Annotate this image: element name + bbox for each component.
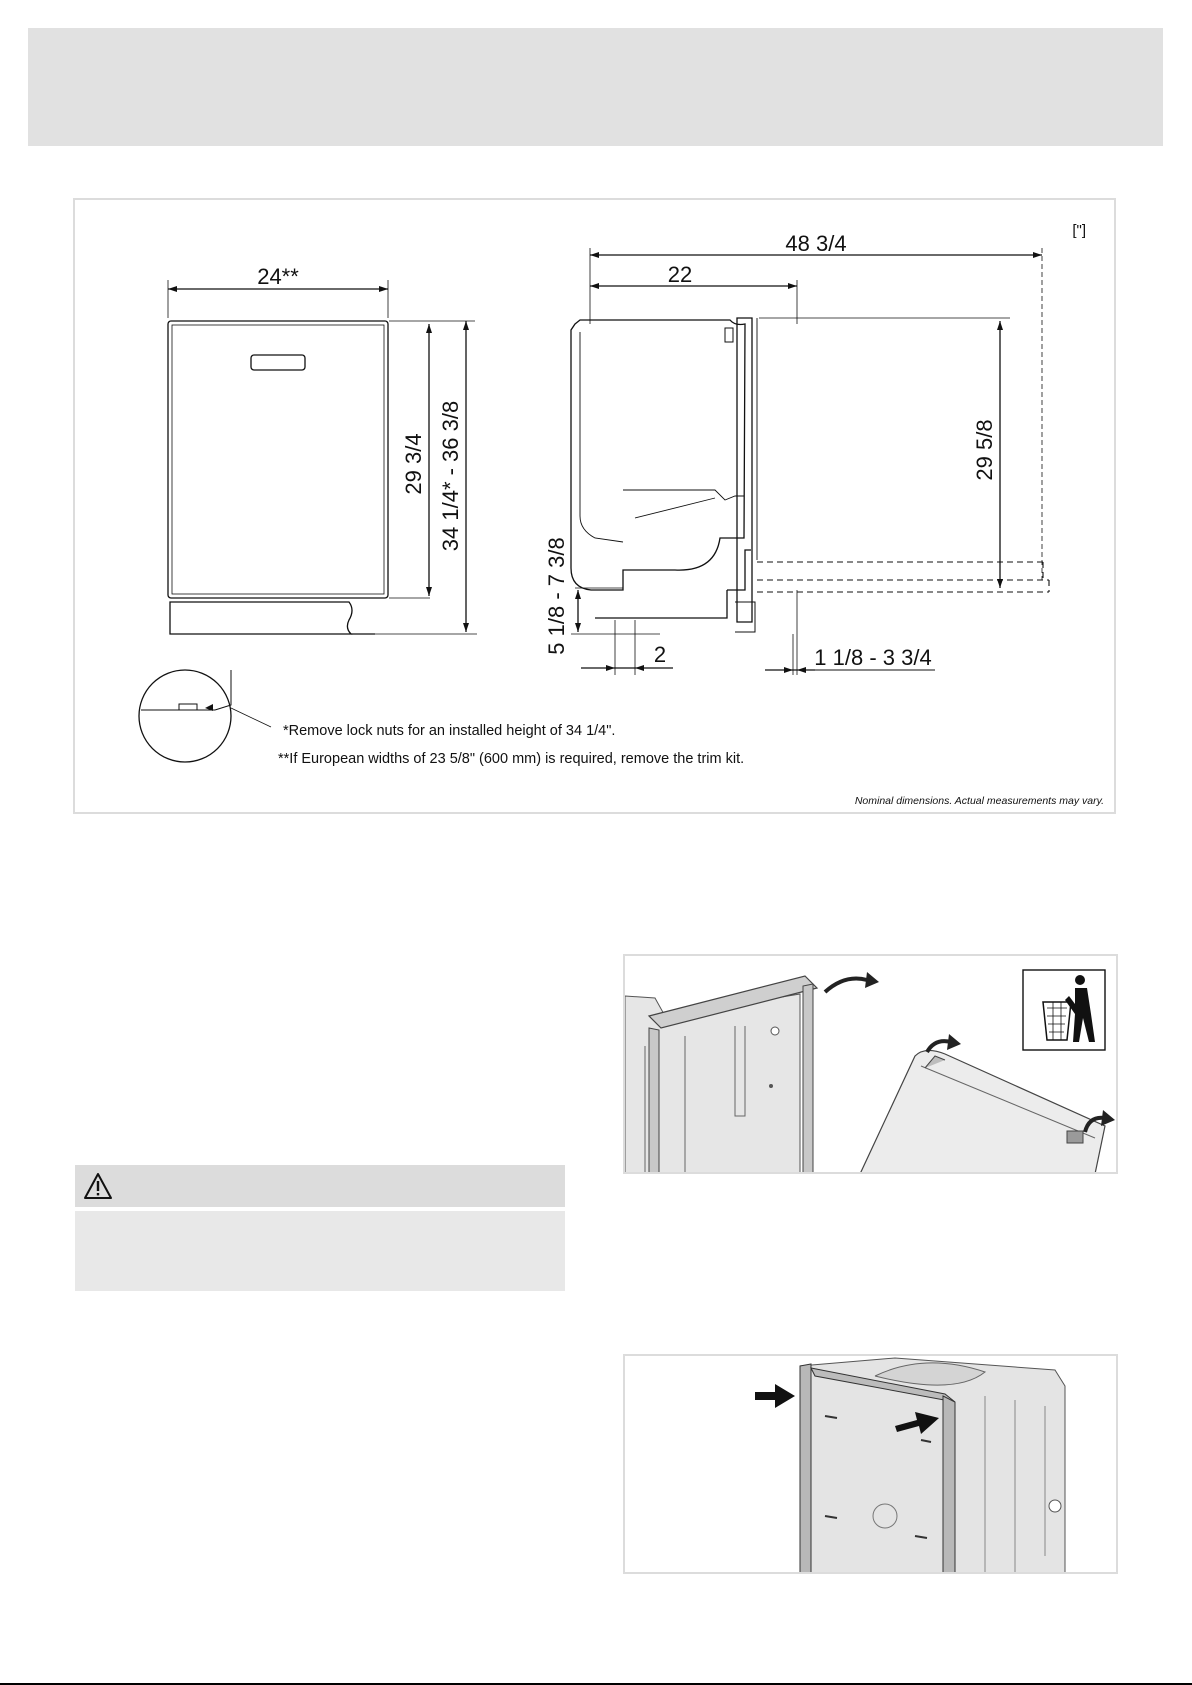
- european-width-note: **If European widths of 23 5/8" (600 mm) is required, remove the trim kit.: [278, 751, 745, 767]
- panel-range-label: 1 1/8 - 3 3/4: [814, 645, 932, 670]
- unit-mark: ["]: [1072, 222, 1086, 239]
- header-band: [28, 28, 1163, 146]
- dimension-figure: [73, 198, 1116, 814]
- warning-triangle-icon: [83, 1172, 113, 1200]
- front-height-label: 29 3/4: [401, 433, 426, 495]
- front-door-inner: [172, 325, 384, 594]
- warning-header: [75, 1165, 565, 1207]
- side-body: [571, 320, 745, 590]
- front-range-label: 34 1/4* - 36 3/8: [438, 400, 463, 552]
- door-height-label: 29 5/8: [972, 419, 997, 481]
- trim-removal-illustration: [623, 954, 1118, 1174]
- front-door-outline: [168, 321, 388, 598]
- warning-body: [75, 1211, 565, 1291]
- depth-label: 22: [667, 262, 693, 287]
- dispose-bin-icon: [1023, 970, 1105, 1050]
- open-depth-label: 48 3/4: [785, 231, 847, 256]
- front-handle: [251, 355, 305, 370]
- front-width-label: 24**: [257, 264, 299, 289]
- front-plinth: [170, 602, 352, 634]
- nominal-dimensions-note: Nominal dimensions. Actual measurements may vary.: [854, 795, 1104, 807]
- lock-nuts-note: *Remove lock nuts for an installed height of 34 1/4".: [283, 723, 616, 739]
- foot-label: 2: [653, 642, 667, 667]
- plinth-range-label: 5 1/8 - 7 3/8: [544, 537, 569, 655]
- trim-install-illustration: [623, 1354, 1118, 1574]
